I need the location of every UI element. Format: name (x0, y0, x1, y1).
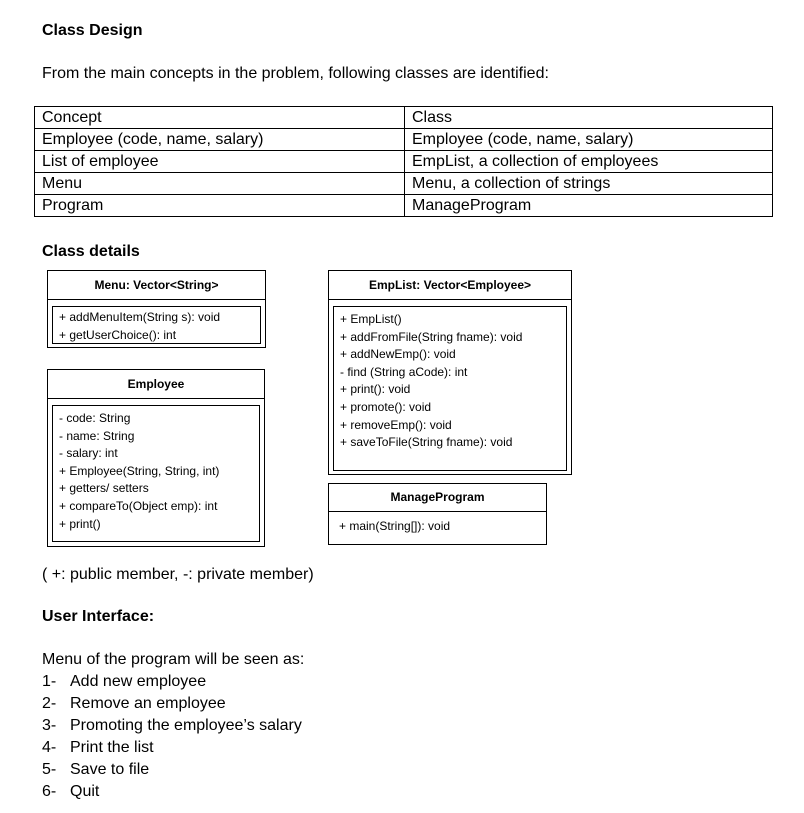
uml-member: + removeEmp(): void (340, 417, 452, 432)
uml-employee-class (47, 369, 265, 547)
table-cell: ManageProgram (405, 195, 773, 217)
uml-member: + print(): void (340, 382, 411, 397)
list-item-label: Add new employee (70, 673, 207, 690)
uml-members (52, 306, 261, 344)
table-row (35, 173, 773, 195)
list-item-number: 3- (42, 717, 57, 734)
list-item (42, 759, 302, 781)
table-cell: Employee (code, name, salary) (35, 129, 405, 151)
list-item-label: Print the list (70, 739, 154, 756)
member-legend: ( +: public member, -: private member) (42, 566, 314, 583)
uml-member: + addNewEmp(): void (340, 347, 456, 362)
uml-members (329, 512, 546, 542)
uml-member: - salary: int (59, 446, 118, 461)
uml-manage-program-class (328, 483, 547, 545)
list-item-number: 1- (42, 673, 57, 690)
uml-member: + main(String[]): void (339, 519, 451, 533)
table-row (35, 195, 773, 217)
table-cell: EmpList, a collection of employees (405, 151, 773, 173)
list-item-label: Promoting the employee’s salary (70, 717, 302, 734)
user-interface-heading: User Interface: (42, 608, 155, 625)
uml-member: + EmpList() (340, 312, 402, 326)
list-item-number: 5- (42, 761, 57, 778)
uml-emplist-class (328, 270, 572, 475)
table-cell: Menu, a collection of strings (405, 173, 773, 195)
uml-class-name: EmpList: Vector<Employee> (329, 271, 571, 300)
uml-member: + getUserChoice(): int (59, 327, 177, 342)
uml-menu-class (47, 270, 266, 348)
list-item-number: 4- (42, 739, 57, 756)
uml-member: + getters/ setters (59, 481, 149, 496)
list-item (42, 693, 302, 715)
list-item-label: Remove an employee (70, 695, 226, 712)
class-details-heading: Class details (42, 243, 140, 260)
program-menu-list (42, 671, 302, 803)
class-design-intro: From the main concepts in the problem, following classes are identified: (42, 65, 549, 82)
uml-member: + addFromFile(String fname): void (340, 329, 523, 344)
list-item (42, 781, 302, 803)
list-item (42, 737, 302, 759)
table-cell: Employee (code, name, salary) (405, 129, 773, 151)
menu-intro: Menu of the program will be seen as: (42, 651, 305, 668)
list-item (42, 715, 302, 737)
uml-member: + saveToFile(String fname): void (340, 435, 513, 450)
concept-class-table (34, 106, 773, 217)
uml-class-name: ManageProgram (329, 484, 546, 512)
uml-member: + compareTo(Object emp): int (59, 498, 218, 513)
table-row (35, 129, 773, 151)
class-design-heading: Class Design (42, 22, 143, 39)
table-cell: Program (35, 195, 405, 217)
uml-members (333, 306, 567, 471)
table-header-row (35, 107, 773, 129)
uml-member: + promote(): void (340, 399, 432, 414)
uml-member: - code: String (59, 411, 131, 425)
uml-members (52, 405, 260, 542)
table-row (35, 151, 773, 173)
table-header-cell: Concept (35, 107, 405, 129)
uml-member: + addMenuItem(String s): void (59, 310, 221, 324)
list-item-number: 6- (42, 783, 57, 800)
uml-member: + Employee(String, String, int) (59, 463, 220, 478)
uml-member: - find (String aCode): int (340, 364, 468, 379)
list-item-label: Quit (70, 783, 100, 800)
uml-class-name: Menu: Vector<String> (48, 271, 265, 300)
table-cell: List of employee (35, 151, 405, 173)
uml-member: + print() (59, 516, 101, 531)
list-item-label: Save to file (70, 761, 150, 778)
table-cell: Menu (35, 173, 405, 195)
uml-member: - name: String (59, 428, 135, 443)
table-header-cell: Class (405, 107, 773, 129)
uml-class-name: Employee (48, 370, 264, 399)
list-item-number: 2- (42, 695, 57, 712)
list-item (42, 671, 302, 693)
